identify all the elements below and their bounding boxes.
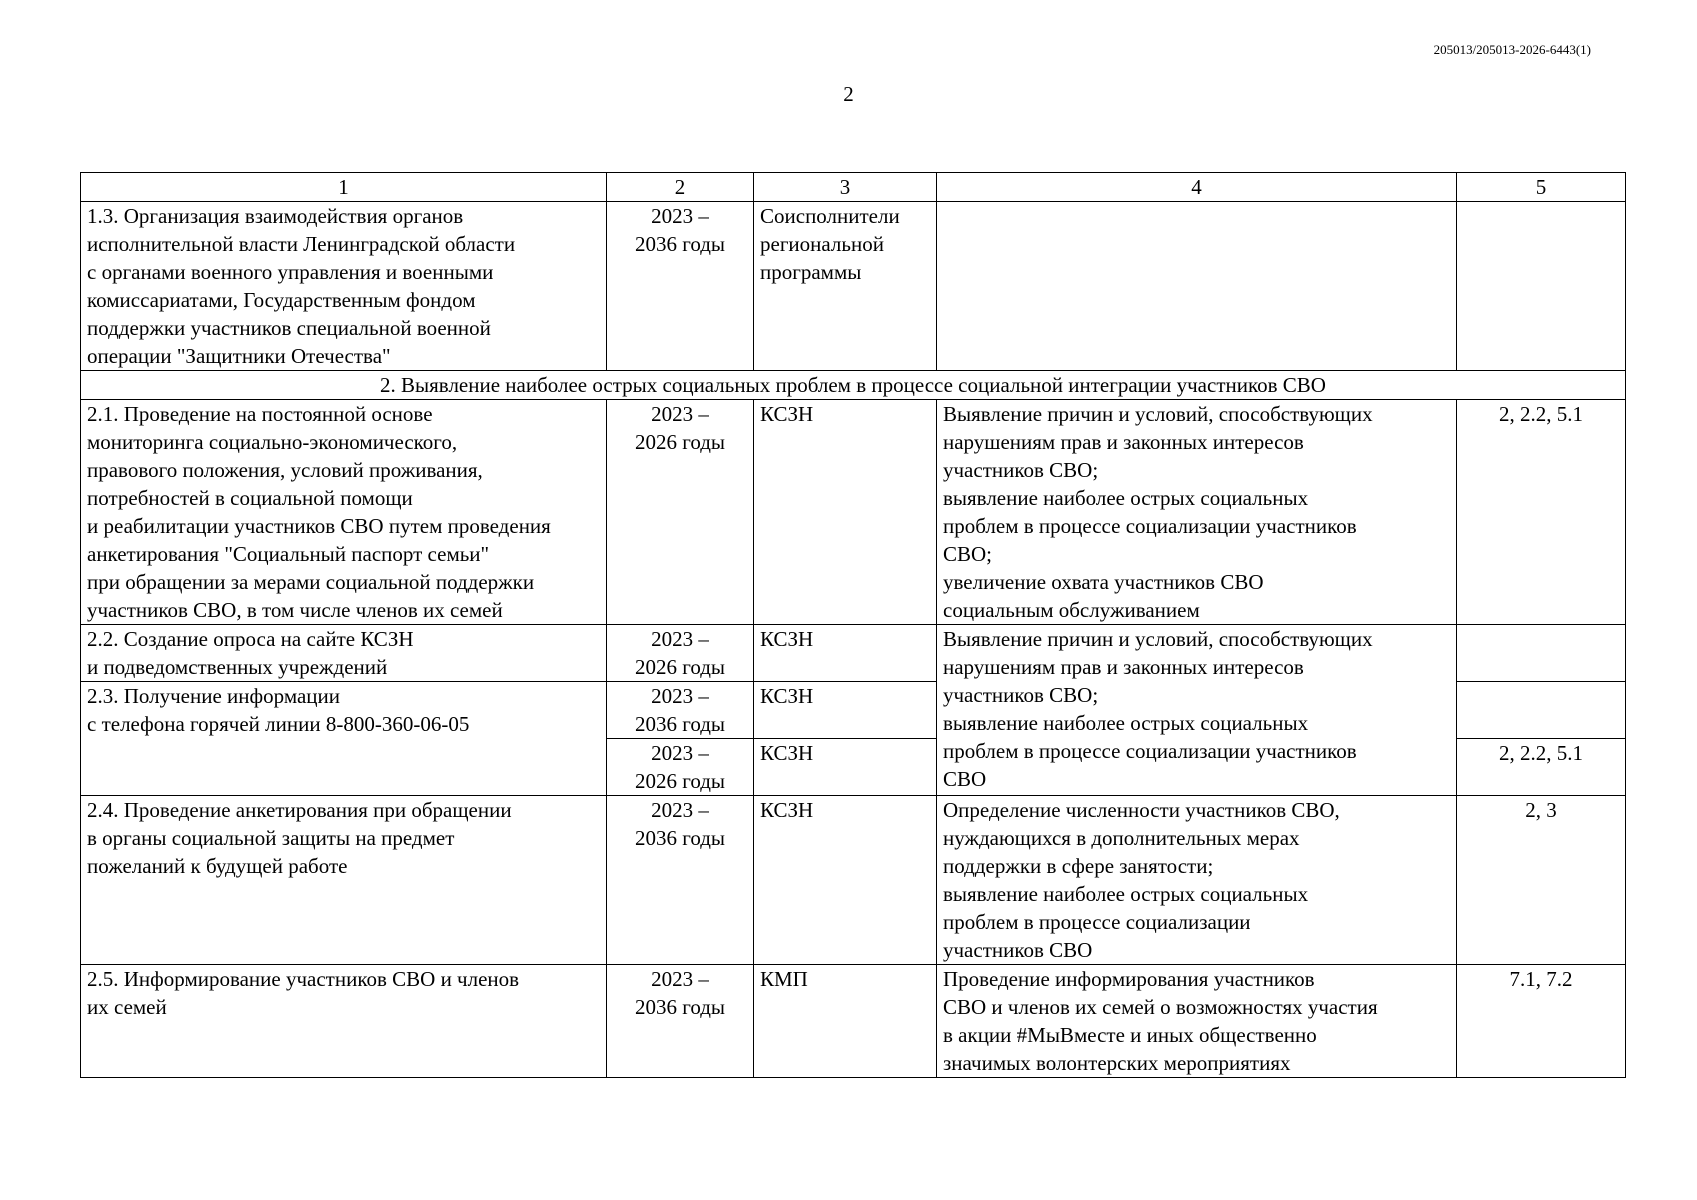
result-cell [937, 625, 1457, 796]
text-line: поддержки в сфере занятости; [943, 854, 1214, 878]
text-line: потребностей в социальной помощи [87, 486, 413, 510]
text-line: Соисполнители [760, 204, 900, 228]
text-line: 2036 годы [634, 995, 726, 1019]
text-line: увеличение охвата участников СВО [943, 570, 1264, 594]
text-line: поддержки участников специальной военной [87, 316, 491, 340]
text-line: правового положения, условий проживания, [87, 458, 483, 482]
text-line: выявление наиболее острых социальных [943, 711, 1309, 735]
measure-cell [81, 202, 607, 371]
measure-cell [81, 796, 607, 965]
text-line: выявление наиболее острых социальных [943, 486, 1309, 510]
text-line: участников СВО, в том числе членов их семей [87, 598, 503, 622]
text-line: 2.3. Получение информации [87, 684, 340, 708]
executor-cell: КМП [754, 965, 937, 1078]
text-line: и реабилитации участников СВО путем проведения [87, 514, 551, 538]
text-line: 2.2. Создание опроса на сайте КСЗН [87, 627, 414, 651]
text-line: Проведение информирования участников [943, 967, 1315, 991]
text-line: СВО; [943, 542, 993, 566]
text-line: 2036 годы [634, 826, 726, 850]
term-cell [607, 202, 754, 371]
term-cell [607, 796, 754, 965]
term-cell [607, 739, 754, 796]
text-line: нарушениям прав и законных интересов [943, 430, 1304, 454]
text-line: 2.5. Информирование участников СВО и членов [87, 967, 520, 991]
term-cell [607, 682, 754, 739]
text-line: программы [760, 260, 862, 284]
text-line: исполнительной власти Ленинградской области [87, 232, 516, 256]
measures-table [80, 172, 1626, 1078]
text-line: 2.1. Проведение на постоянной основе [87, 402, 433, 426]
table-row-2-1 [81, 400, 1626, 625]
text-line: проблем в процессе социализации участников [943, 739, 1357, 763]
text-line: Выявление причин и условий, способствующих [943, 402, 1373, 426]
column-header: 3 [754, 173, 937, 202]
measure-cell [81, 965, 607, 1078]
executor-cell: КСЗН [754, 682, 937, 739]
text-line: при обращении за мерами социальной поддержки [87, 570, 535, 594]
text-line: пожеланий к будущей работе [87, 854, 348, 878]
indicators-cell: 7.1, 7.2 [1457, 965, 1626, 1078]
column-header: 4 [937, 173, 1457, 202]
column-header: 2 [607, 173, 754, 202]
text-line: 2026 годы [634, 655, 726, 679]
text-line: их семей [87, 995, 167, 1019]
text-line: региональной [760, 232, 884, 256]
text-line: Выявление причин и условий, способствующих [943, 627, 1373, 651]
indicators-cell: 2, 2.2, 5.1 [1457, 739, 1626, 796]
text-line: 2036 годы [634, 232, 726, 256]
text-line: значимых волонтерских мероприятиях [943, 1051, 1291, 1075]
table-row-2-2 [81, 625, 1626, 682]
executor-cell: КСЗН [754, 625, 937, 682]
text-line: участников СВО; [943, 458, 1099, 482]
text-line: участников СВО [943, 938, 1093, 962]
result-cell [937, 400, 1457, 625]
term-cell [607, 625, 754, 682]
text-line: 2.4. Проведение анкетирования при обращении [87, 798, 512, 822]
text-line: с телефона горячей линии 8-800-360-06-05 [87, 712, 470, 736]
text-line: участников СВО; [943, 683, 1099, 707]
text-line: нарушениям прав и законных интересов [943, 655, 1304, 679]
column-header: 1 [81, 173, 607, 202]
indicators-cell: 2, 2.2, 5.1 [1457, 400, 1626, 625]
text-line: СВО [943, 767, 987, 791]
table-row-2-5 [81, 965, 1626, 1078]
text-line: проблем в процессе социализации участников [943, 514, 1357, 538]
text-line: 2023 – [651, 402, 709, 426]
column-header: 5 [1457, 173, 1626, 202]
measure-cell [81, 682, 607, 796]
indicators-cell [1457, 625, 1626, 682]
result-cell [937, 202, 1457, 371]
text-line: анкетирования "Социальный паспорт семьи" [87, 542, 490, 566]
text-line: 2023 – [651, 967, 709, 991]
table-row-2-4 [81, 796, 1626, 965]
text-line: 2023 – [651, 741, 709, 765]
indicators-cell [1457, 202, 1626, 371]
text-line: и подведомственных учреждений [87, 655, 388, 679]
text-line: 2023 – [651, 627, 709, 651]
text-line: СВО и членов их семей о возможностях участия [943, 995, 1378, 1019]
text-line: с органами военного управления и военными [87, 260, 494, 284]
document-id: 205013/205013-2026-6443(1) [1433, 42, 1591, 57]
indicators-cell: 2, 3 [1457, 796, 1626, 965]
column-number-row [81, 173, 1626, 202]
text-line: 2026 годы [634, 430, 726, 454]
text-line: 2036 годы [634, 712, 726, 736]
measure-cell [81, 400, 607, 625]
text-line: нуждающихся в дополнительных мерах [943, 826, 1300, 850]
text-line: Определение численности участников СВО, [943, 798, 1340, 822]
text-line: проблем в процессе социализации [943, 910, 1251, 934]
text-line: выявление наиболее острых социальных [943, 882, 1309, 906]
text-line: мониторинга социально-экономического, [87, 430, 458, 454]
text-line: комиссариатами, Государственным фондом [87, 288, 476, 312]
measure-cell [81, 625, 607, 682]
text-line: 2023 – [651, 204, 709, 228]
text-line: 2023 – [651, 798, 709, 822]
executor-cell [754, 202, 937, 371]
text-line: в акции #МыВместе и иных общественно [943, 1023, 1317, 1047]
indicators-cell [1457, 682, 1626, 739]
text-line: 2023 – [651, 684, 709, 708]
section-row [81, 371, 1626, 400]
executor-cell: КСЗН [754, 739, 937, 796]
page-number: 2 [843, 82, 854, 106]
term-cell [607, 965, 754, 1078]
executor-cell: КСЗН [754, 796, 937, 965]
table-row-1-3 [81, 202, 1626, 371]
text-line: операции "Защитники Отечества" [87, 344, 391, 368]
text-line: 2026 годы [634, 769, 726, 793]
text-line: социальным обслуживанием [943, 598, 1200, 622]
result-cell [937, 965, 1457, 1078]
executor-cell: КСЗН [754, 400, 937, 625]
result-cell [937, 796, 1457, 965]
text-line: 1.3. Организация взаимодействия органов [87, 204, 464, 228]
text-line: в органы социальной защиты на предмет [87, 826, 455, 850]
section-title: 2. Выявление наиболее острых социальных проблем в процессе социальной интеграции участников СВО [81, 371, 1626, 400]
term-cell [607, 400, 754, 625]
